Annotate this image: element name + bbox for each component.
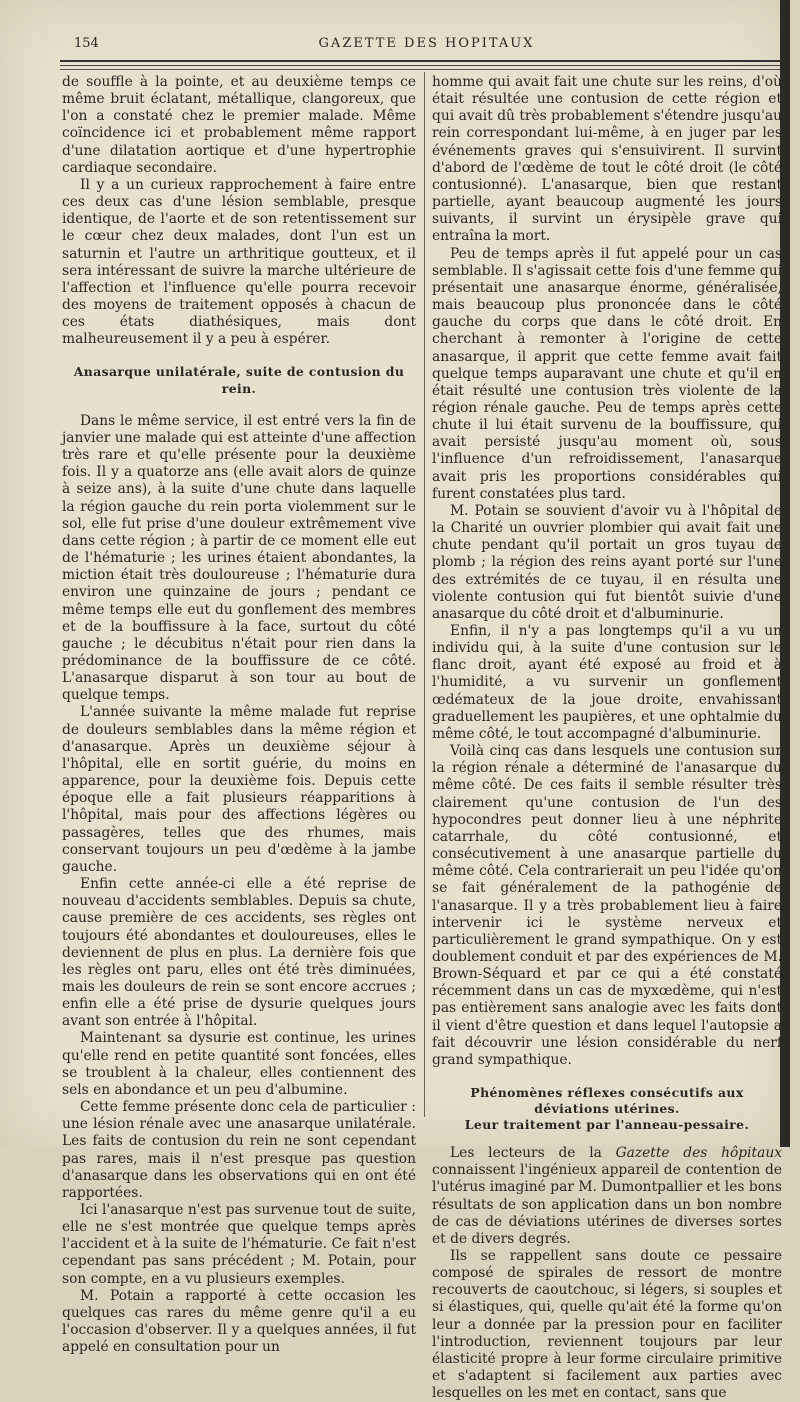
section-title-line: Phénomènes réflexes consécutifs aux déviations utérines.	[470, 1085, 744, 1117]
paragraph: Cette femme présente donc cela de particulier : une lésion rénale avec une anasarque unilatérale. Les faits de contusion du rein ne sont cependant pas rares, mais il n'est presque pas question d'anasarque dans les observations qui en ont été rapportées.	[62, 1099, 416, 1201]
column-divider	[424, 72, 425, 1117]
paragraph: M. Potain se souvient d'avoir vu à l'hôpital de la Charité un ouvrier plombier qui avait fait une chute pendant qu'il portait un gros tuyau de plomb ; la région des reins ayant porté sur l'une des extrémités de ce tuyau, il en résulta une violente contusion qui fut bientôt suivie d'une anasarque du côté droit et d'albuminurie.	[432, 502, 782, 622]
paragraph: Dans le même service, il est entré vers la fin de janvier une malade qui est atteinte d'une affection très rare et qu'elle présente pour la deuxième fois. Il y a quatorze ans (elle avait alors de quinze à seize ans), à la suite d'une chute dans laquelle la région gauche du rein porta violemment sur le sol, elle fut prise d'une douleur extrêmement vive dans cette région ; à partir de ce moment elle eut de l'hématurie ; les urines étaient abondantes, la miction était très douloureuse ; l'hématurie dura environ une quinzaine de jours ; pendant ce même temps elle eut du gonflement des membres et de la bouffissure à la face, surtout du côté gauche ; le décubitus n'était pour rien dans la prédominance de la bouffissure de ce côté. L'anasarque disparut à son tour au bout de quelque temps.	[62, 412, 416, 704]
page-header	[74, 36, 779, 56]
paragraph: Ils se rappellent sans doute ce pessaire composé de spirales de ressort de montre recouverts de caoutchouc, si légers, si souples et si élastiques, qui, quelle qu'ait été la forme qu'on leur a donnée par la pression pour en faciliter l'introduction, reviennent toujours par leur élasticité propre à leur forme circulaire primitive et s'adaptent si facilement aux parties avec lesquelles on les met en contact, sans que	[432, 1248, 782, 1402]
text-run: connaissent l'ingénieux appareil de contention de l'utérus imaginé par M. Dumontpallier et les bons résultats de son application dans un bon nombre de cas de déviations utérines de diverses sortes et de divers degrés.	[432, 1162, 782, 1247]
text-run: Les lecteurs de la	[450, 1145, 616, 1162]
section-title-line: Leur traitement par l'anneau-pessaire.	[464, 1117, 750, 1133]
page-number: 154	[74, 36, 99, 51]
right-column	[432, 74, 782, 1402]
paragraph: L'année suivante la même malade fut reprise de douleurs semblables dans la même région et d'anasarque. Après un deuxième séjour à l'hôpital, elle en sortit guérie, du moins en apparence, pour la deuxième fois. Depuis cette époque elle a fait plusieurs réapparitions à l'hôpital, mais pour des affections légères ou passagères, telles que des rhumes, mais conservant toujours un peu d'œdème à la jambe gauche.	[62, 704, 416, 875]
paragraph: Enfin, il n'y a pas longtemps qu'il a vu un individu qui, à la suite d'une contusion sur le flanc droit, ayant été exposé au froid et à l'humidité, a vu survenir un gonflement œdémateux de la joue droite, envahissant graduellement les paupières, et une ophtalmie du même côté, le tout accompagné d'albuminurie.	[432, 623, 782, 742]
paragraph: Enfin cette année-ci elle a été reprise de nouveau d'accidents semblables. Depuis sa chute, cause première de ces accidents, ses règles ont toujours été abondantes et douloureuses, elles le deviennent de plus en plus. La dernière fois que les règles ont paru, elles ont été très diminuées, mais les douleurs de rein se sont encore accrues ; enfin elle a été prise de dysurie quelques jours avant son entrée à l'hôpital.	[62, 876, 416, 1030]
paragraph: homme qui avait fait une chute sur les reins, d'où était résultée une contusion de cette région et qui avait dû très probablement s'étendre jusqu'au rein correspondant lui-même, à en juger par les événements graves qui s'ensuivirent. Il survint d'abord de l'œdème de tout le côté droit (le côté contusionné). L'anasarque, bien que restant partielle, ayant beaucoup augmenté les jours suivants, il survint un érysipèle grave qui entraîna la mort.	[432, 74, 782, 245]
paragraph: de souffle à la pointe, et au deuxième temps ce même bruit éclatant, métallique, clangoreux, que l'on a constaté chez le premier malade. Même coïncidence ici et probablement même rapport d'une dilatation aortique et d'une hypertrophie cardiaque secondaire.	[62, 74, 416, 176]
header-rule	[60, 60, 780, 62]
header-rule-thin	[60, 69, 780, 70]
journal-title: Gazette des hôpitaux	[615, 1145, 782, 1162]
paragraph: Peu de temps après il fut appelé pour un cas semblable. Il s'agissait cette fois d'une femme qui présentait une anasarque énorme, généralisée, mais beaucoup plus prononcée dans le côté gauche du corps que dans le côté droit. En cherchant à remonter à l'origine de cette anasarque, il apprit que cette femme avait fait quelque temps auparavant une chute et qu'il en était résulté une contusion très violente de la région rénale gauche. Peu de temps après cette chute il lui était survenu de la bouffissure, qui avait persisté jusqu'au moment où, sous l'influence d'un refroidissement, l'anasarque avait pris les proportions considérables qui furent constatées plus tard.	[432, 245, 782, 502]
paragraph: M. Potain a rapporté à cette occasion les quelques cas rares du même genre qu'il a eu l'occasion d'observer. Il y a quelques années, il fut appelé en consultation pour un	[62, 1287, 416, 1356]
paragraph: Ici l'anasarque n'est pas survenue tout de suite, elle ne s'est montrée que quelque temps après l'accident et à la suite de l'hématurie. Ce fait n'est cependant pas sans précédent ; M. Potain, pour son compte, en a vu plusieurs exemples.	[62, 1202, 416, 1287]
paragraph: Il y a un curieux rapprochement à faire entre ces deux cas d'une lésion semblable, presque identique, de l'aorte et de son retentissement sur le cœur chez deux malades, dont l'un est un saturnin et l'autre un arthritique goutteux, et il sera intéressant de suivre la marche ultérieure de l'affection et l'influence qu'elle pourra recevoir des moyens de traitement opposés à chacun de ces états diathésiques, mais dont malheureusement il y a peu à espérer.	[62, 176, 416, 348]
section-title	[432, 1085, 782, 1133]
paragraph	[432, 1145, 782, 1248]
paragraph: Voilà cinq cas dans lesquels une contusion sur la région rénale a déterminé de l'anasarque du même côté. De ces faits il semble résulter très clairement qu'une contusion de l'un des hypocondres peut donner lieu à une néphrite catarrhale, du côté contusionné, et consécutivement à une anasarque partielle du même côté. Cela contrarierait un peu l'idée qu'on se fait généralement de la pathogénie de l'anasarque. Il y a très probablement lieu à faire intervenir ici le système nerveux et particulièrement le grand sympathique. On y est doublement conduit et par des expériences de M. Brown-Séquard et par ce qui a été constaté récemment dans un cas de myxœdème, qui n'est pas entièrement sans analogie avec les faits dont il vient d'être question et dans lequel l'autopsie a fait découvrir une lésion considérable du nerf grand sympathique.	[432, 743, 782, 1068]
left-column	[62, 74, 416, 1356]
header-rule-thin	[60, 65, 780, 66]
section-title: Anasarque unilatérale, suite de contusion du rein.	[73, 363, 405, 396]
paragraph: Maintenant sa dysurie est continue, les urines qu'elle rend en petite quantité sont foncées, elles se troublent à la chaleur, elles contiennent des sels en abondance et un peu d'albumine.	[62, 1030, 416, 1098]
running-title: GAZETTE DES HOPITAUX	[318, 36, 535, 51]
